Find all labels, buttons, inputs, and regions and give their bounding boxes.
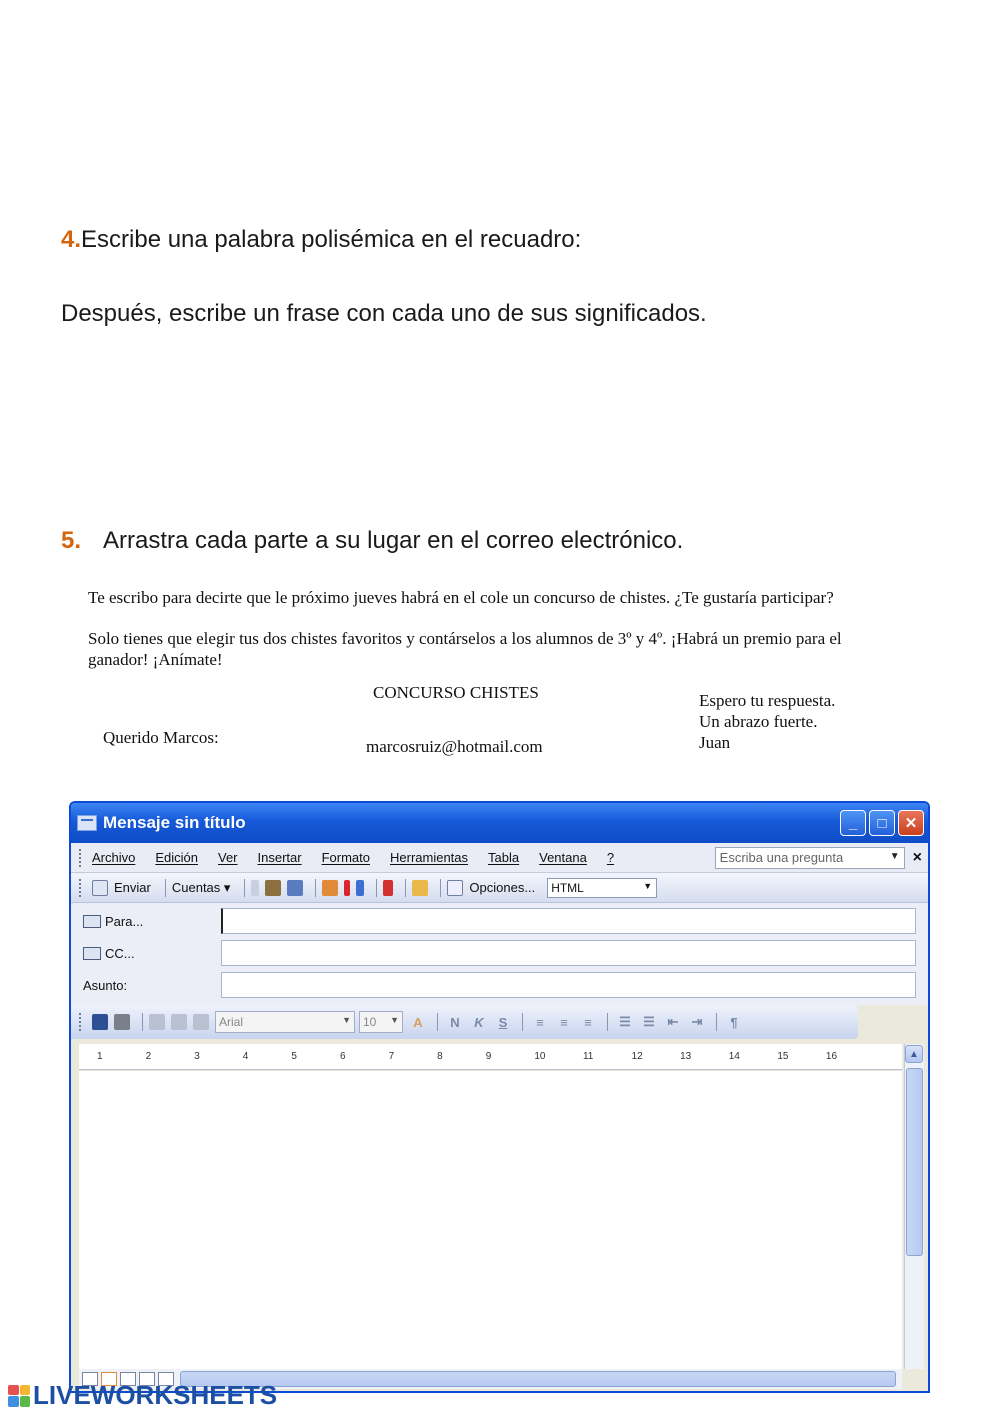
ruler-tick: 2	[145, 1051, 152, 1062]
to-label[interactable]	[83, 914, 221, 929]
grip-icon	[79, 1013, 82, 1031]
q5-title	[61, 527, 683, 555]
ruler-tick: 9	[485, 1051, 492, 1062]
font-value: Arial	[219, 1015, 244, 1029]
separator	[165, 879, 166, 897]
ruler	[79, 1044, 902, 1070]
bullet-list-icon[interactable]: ☰	[643, 1014, 655, 1029]
q4-instruction: Escribe una palabra polisémica en el recuadro:	[81, 226, 582, 253]
horizontal-scroll-thumb[interactable]	[180, 1371, 896, 1387]
ruler-tick: 13	[680, 1051, 692, 1062]
chevron-down-icon: ▼	[342, 1015, 351, 1025]
ruler-tick: 12	[631, 1051, 643, 1062]
address-book-icon[interactable]	[265, 880, 281, 896]
ask-placeholder: Escriba una pregunta	[719, 850, 844, 865]
low-priority-icon[interactable]	[356, 880, 364, 896]
menu-herramientas[interactable]: Herramientas	[390, 850, 469, 865]
q4-second-line: Después, escribe un frase con cada uno de sus significados.	[61, 300, 707, 327]
menu-tabla[interactable]: Tabla	[488, 850, 520, 865]
title-bar	[71, 803, 928, 843]
email-window	[69, 801, 930, 1393]
menu-formato[interactable]: Formato	[321, 850, 370, 865]
separator	[142, 1013, 143, 1031]
ruler-tick: 15	[777, 1051, 789, 1062]
grip-icon	[79, 879, 82, 897]
q5-instruction: Arrastra cada parte a su lugar en el correo electrónico.	[103, 527, 684, 554]
numbered-list-icon[interactable]: ☰	[619, 1014, 631, 1029]
address-book-icon	[83, 915, 101, 928]
separator	[607, 1013, 608, 1031]
high-priority-icon[interactable]	[344, 880, 350, 896]
closing-line-2: Un abrazo fuerte.	[699, 712, 818, 731]
separator	[440, 879, 441, 897]
folder-icon[interactable]	[412, 880, 428, 896]
to-field[interactable]	[221, 908, 916, 934]
menu-ver[interactable]: Ver	[218, 850, 238, 865]
align-center-icon[interactable]: ≡	[560, 1014, 568, 1030]
mail-icon	[77, 815, 97, 831]
attach-icon[interactable]	[251, 880, 259, 896]
draggable-subject[interactable]: CONCURSO CHISTES	[373, 683, 539, 702]
q4-number: 4.	[61, 226, 82, 253]
chevron-down-icon: ▼	[390, 1015, 399, 1025]
save-icon[interactable]	[92, 1014, 108, 1030]
send-label: Enviar	[114, 880, 151, 895]
q4-title	[61, 226, 581, 254]
cc-label[interactable]	[83, 946, 221, 961]
align-left-icon[interactable]: ≡	[536, 1014, 544, 1030]
font-color-icon[interactable]: A	[413, 1014, 423, 1030]
importance-icon[interactable]	[322, 880, 338, 896]
window-title: Mensaje sin título	[103, 813, 246, 832]
align-right-icon[interactable]: ≡	[584, 1014, 592, 1030]
subject-field[interactable]	[221, 972, 916, 998]
options-label: Opciones...	[469, 880, 536, 895]
separator	[716, 1013, 717, 1031]
menu-archivo[interactable]: Archivo	[92, 850, 136, 865]
draggable-body-1[interactable]: Te escribo para decirte que le próximo jueves habrá en el cole un concurso de chistes. ¿Te gustaría participar?	[88, 588, 834, 607]
options-icon	[447, 880, 463, 896]
message-headers	[71, 903, 928, 1005]
ruler-tick: 11	[582, 1051, 594, 1062]
options-button[interactable]	[447, 880, 535, 896]
q5-number: 5.	[61, 527, 82, 554]
closing-line-3: Juan	[699, 733, 731, 752]
draggable-greeting[interactable]: Querido Marcos:	[103, 728, 219, 747]
separator	[244, 879, 245, 897]
grip-icon	[79, 849, 82, 867]
maximize-button[interactable]: □	[869, 810, 895, 836]
separator	[522, 1013, 523, 1031]
menu-ventana[interactable]: Ventana	[539, 850, 587, 865]
ruler-tick: 4	[242, 1051, 249, 1062]
send-button[interactable]	[92, 880, 151, 896]
format-value: HTML	[551, 880, 584, 895]
menu-help[interactable]: ?	[606, 850, 615, 865]
decrease-indent-icon[interactable]: ⇤	[667, 1014, 679, 1029]
styles-icon[interactable]: ¶	[730, 1014, 738, 1030]
font-size-select[interactable]	[359, 1011, 403, 1033]
ruler-tick: 14	[728, 1051, 740, 1062]
underline-button[interactable]: S	[498, 1014, 508, 1030]
font-select[interactable]	[215, 1011, 355, 1033]
draggable-closing[interactable]	[699, 690, 835, 753]
vertical-scrollbar[interactable]	[904, 1044, 924, 1369]
liveworksheets-logo	[8, 1380, 277, 1411]
flag-icon[interactable]	[383, 880, 393, 896]
ruler-tick: 5	[291, 1051, 297, 1062]
to-label-text: Para...	[105, 913, 144, 929]
cc-row	[83, 937, 916, 969]
cut-icon[interactable]	[149, 1014, 165, 1030]
scroll-thumb[interactable]	[906, 1068, 923, 1256]
subject-row	[83, 969, 916, 1001]
ruler-tick: 1	[97, 1051, 103, 1062]
message-body[interactable]	[79, 1071, 902, 1369]
ruler-tick: 16	[825, 1051, 838, 1062]
scroll-up-icon[interactable]: ▲	[905, 1045, 923, 1063]
separator	[315, 879, 316, 897]
brand-name: LIVEWORKSHEETS	[33, 1380, 278, 1410]
ruler-tick: 6	[339, 1051, 346, 1062]
menu-insertar[interactable]: Insertar	[257, 850, 302, 865]
minimize-button[interactable]: _	[840, 810, 866, 836]
logo-icon	[8, 1385, 30, 1407]
menu-close-icon[interactable]: ×	[912, 848, 922, 866]
formatting-toolbar	[71, 1005, 858, 1039]
standard-toolbar	[71, 873, 928, 903]
bold-button[interactable]: N	[450, 1014, 460, 1030]
ruler-tick: 10	[534, 1051, 546, 1062]
menu-edicion[interactable]: Edición	[155, 850, 198, 865]
cc-label-text: CC...	[105, 945, 135, 961]
accounts-button[interactable]: Cuentas ▾	[171, 879, 231, 895]
send-icon	[92, 880, 108, 896]
closing-line-1: Espero tu respuesta.	[699, 691, 836, 710]
close-button[interactable]: ✕	[898, 810, 924, 836]
chevron-down-icon: ▼	[889, 850, 900, 862]
separator	[376, 879, 377, 897]
paste-icon[interactable]	[193, 1014, 209, 1030]
subject-label: Asunto:	[83, 977, 128, 993]
draggable-body-2[interactable]: Solo tienes que elegir tus dos chistes favoritos y contárselos a los alumnos de 3º y 4º. ¡Habrá un premio para el ganador! ¡Anímate!	[88, 629, 842, 669]
cc-field[interactable]	[221, 940, 916, 966]
increase-indent-icon[interactable]: ⇥	[691, 1014, 703, 1029]
chevron-down-icon: ▼	[643, 880, 653, 891]
ruler-tick: 8	[437, 1051, 443, 1062]
separator	[405, 879, 406, 897]
ruler-tick: 7	[388, 1051, 395, 1062]
draggable-email[interactable]: marcosruiz@hotmail.com	[366, 737, 543, 756]
print-icon[interactable]	[114, 1014, 130, 1030]
to-row	[83, 905, 916, 937]
ruler-tick: 3	[194, 1051, 200, 1062]
ask-question-input[interactable]	[715, 847, 905, 869]
address-book-icon	[83, 947, 101, 960]
copy-icon[interactable]	[171, 1014, 187, 1030]
check-names-icon[interactable]	[287, 880, 303, 896]
separator	[437, 1013, 438, 1031]
italic-button[interactable]: K	[474, 1014, 484, 1030]
menu-bar	[71, 843, 928, 873]
format-select[interactable]	[547, 878, 657, 898]
font-size-value: 10	[363, 1015, 377, 1029]
